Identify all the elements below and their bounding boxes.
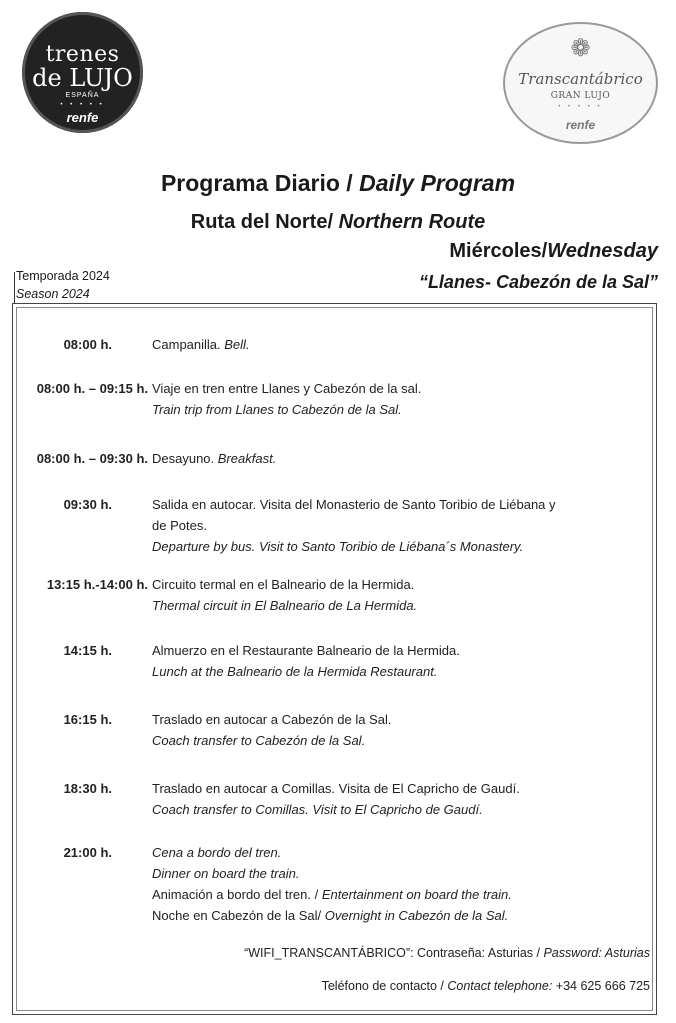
logo-right-line2: GRAN LUJO (550, 91, 611, 101)
schedule-es: Viaje en tren entre Llanes y Cabezón de la sal. (152, 381, 422, 396)
schedule-es: Traslado en autocar a Comillas. Visita de El Capricho de Gaudí. (152, 781, 520, 796)
wifi-es: “WIFI_TRANSCANTÁBRICO”: Contraseña: Asturias / (244, 946, 544, 960)
schedule-time: 08:00 h. (63, 337, 112, 352)
schedule-en: Departure by bus. Visit to Santo Toribio de Liébana´s Monastery. (152, 539, 524, 554)
schedule-es: Cena a bordo del tren. (152, 845, 282, 860)
schedule-es: Desayuno. (152, 451, 218, 466)
schedule-time: 09:30 h. (63, 497, 112, 512)
title-es: Programa Diario / (160, 170, 360, 196)
schedule-es: Campanilla. (152, 337, 225, 352)
phone-en: Contact telephone: (447, 979, 553, 993)
route-es: Ruta del Norte/ (190, 211, 339, 233)
season-en: Season 2024 (16, 287, 90, 301)
schedule-en: Bell. (224, 337, 250, 352)
wifi-en: Password: Asturias (543, 946, 650, 960)
logo-left-line4: renfe (66, 110, 99, 125)
trenes-de-lujo-logo (22, 12, 143, 133)
schedule-time: 16:15 h. (63, 712, 112, 727)
route-title (0, 211, 676, 234)
route-en: Northern Route (338, 211, 486, 233)
day-en: Wednesday (547, 240, 658, 262)
logo-left-line3: ESPAÑA (65, 92, 100, 99)
schedule-en: Dinner on board the train. (152, 866, 300, 881)
title-en: Daily Program (359, 170, 516, 196)
schedule-en: Lunch at the Balneario de la Hermida Restaurant. (152, 664, 438, 679)
day-title (449, 240, 658, 263)
schedule-time: 14:15 h. (63, 643, 112, 658)
route-place: “Llanes- Cabezón de la Sal” (418, 272, 658, 292)
schedule-en: Thermal circuit in El Balneario de La Hermida. (152, 598, 418, 613)
schedule-en: Train trip from Llanes to Cabezón de la Sal. (152, 402, 402, 417)
schedule-en: Coach transfer to Cabezón de la Sal. (152, 733, 366, 748)
contact-info (322, 979, 650, 993)
season-label (16, 267, 110, 303)
logo-right-line3: renfe (565, 118, 596, 132)
schedule-time: 21:00 h. (63, 845, 112, 860)
transcantabrico-logo (503, 22, 658, 144)
schedule-time: 08:00 h. – 09:15 h. (36, 381, 148, 396)
wifi-info (244, 946, 650, 960)
phone-es: Teléfono de contacto / (321, 979, 448, 993)
logo-left-line1: trenes (45, 42, 120, 67)
schedule-es: Almuerzo en el Restaurante Balneario de la Hermida. (152, 643, 460, 658)
schedule-es-cont: de Potes. (152, 518, 207, 533)
schedule-es-entertainment: Animación a bordo del tren. / (152, 887, 322, 902)
flower-icon: ❁ (570, 35, 591, 62)
schedule-es-overnight: Noche en Cabezón de la Sal/ (152, 908, 325, 923)
schedule-es: Traslado en autocar a Cabezón de la Sal. (152, 712, 392, 727)
schedule-en: Coach transfer to Comillas. Visit to El Capricho de Gaudí. (152, 802, 483, 817)
schedule-es: Circuito termal en el Balneario de la Hermida. (152, 577, 415, 592)
season-divider (14, 272, 15, 304)
logo-left-line2: de LUJO (32, 64, 133, 92)
schedule-time: 08:00 h. – 09:30 h. (36, 451, 148, 466)
schedule-en: Breakfast. (217, 451, 277, 466)
schedule-es: Salida en autocar. Visita del Monasterio de Santo Toribio de Liébana y (152, 497, 556, 512)
schedule-time: 13:15 h.-14:00 h. (46, 577, 148, 592)
logo-right-line1: Transcantábrico (518, 70, 643, 88)
phone-number: +34 625 666 725 (552, 979, 650, 993)
day-es: Miércoles/ (449, 240, 548, 262)
season-es: Temporada 2024 (16, 269, 110, 283)
schedule-time: 18:30 h. (63, 781, 112, 796)
logo-right-dots: • • • • • (558, 104, 603, 110)
page-title (0, 170, 676, 197)
logo-left-dots: • • • • • (60, 102, 105, 108)
schedule-en-entertainment: Entertainment on board the train. (321, 887, 512, 902)
schedule-en-overnight: Overnight in Cabezón de la Sal. (324, 908, 509, 923)
